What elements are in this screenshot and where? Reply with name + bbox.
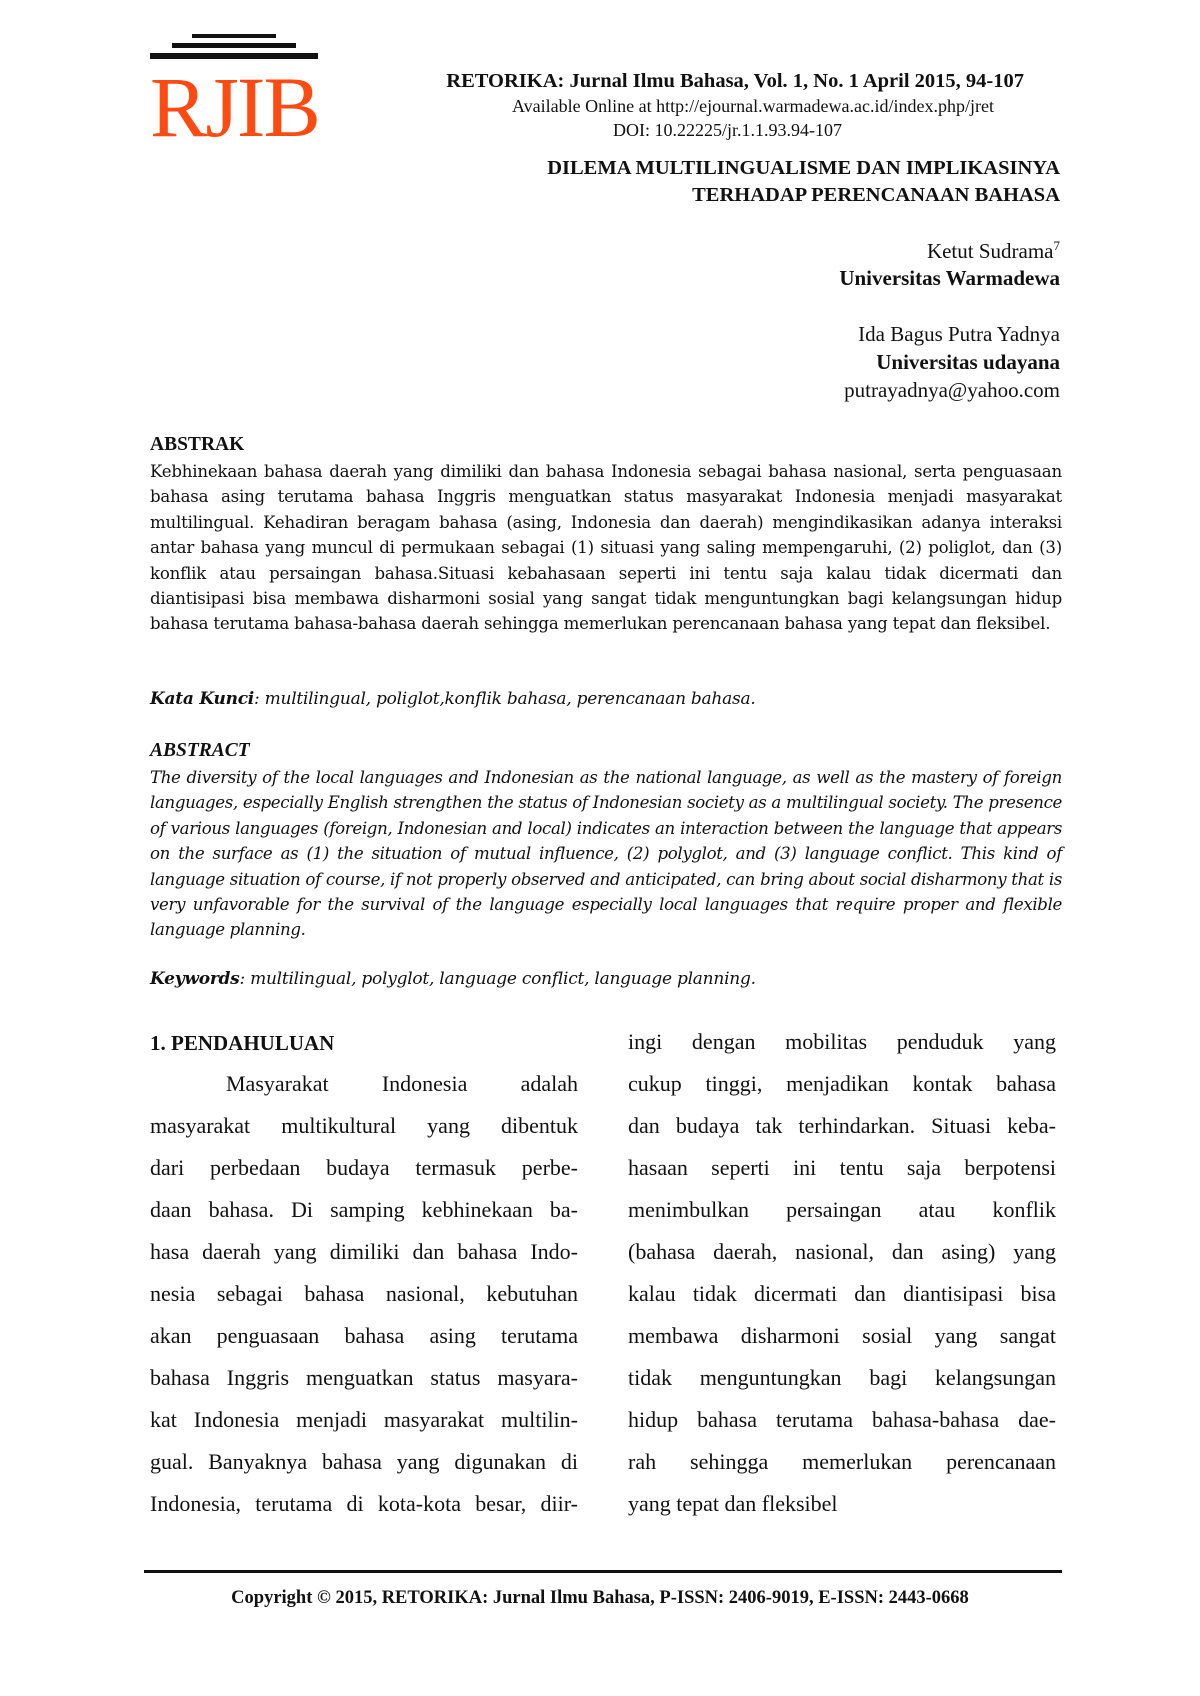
article-title-line1: DILEMA MULTILINGUALISME DAN IMPLIKASINYA (547, 157, 1060, 179)
body-line: hasa daerah yang dimiliki dan bahasa Indo- (150, 1239, 578, 1264)
body-line: ingi dengan mobilitas penduduk yang (628, 1029, 1056, 1054)
abstrak-keywords-text: : multilingual, poliglot,konflik bahasa, perencanaan bahasa. (254, 689, 756, 709)
body-line: menimbulkan persaingan atau konflik (628, 1197, 1056, 1222)
section-heading: 1. PENDAHULUAN (150, 1031, 335, 1055)
body-line: cukup tinggi, menjadikan kontak bahasa (628, 1071, 1056, 1096)
body-line: nesia sebagai bahasa nasional, kebutuhan (150, 1281, 578, 1306)
journal-doi: DOI: 10.22225/jr.1.1.93.94-107 (613, 120, 842, 140)
body-line: kalau tidak dicermati dan diantisipasi bisa (628, 1281, 1056, 1306)
body-line: tidak menguntungkan bagi kelangsungan (628, 1365, 1056, 1390)
body-line: hasaan seperti ini tentu saja berpotensi (628, 1155, 1056, 1180)
body-line: masyarakat multikultural yang dibentuk (150, 1113, 578, 1138)
journal-citation: RETORIKA: Jurnal Ilmu Bahasa, Vol. 1, No. 1 April 2015, 94-107 (446, 70, 1024, 92)
author-1-name: Ketut Sudrama$^7$ (926, 238, 1060, 263)
body-line: yang tepat dan fleksibel (628, 1491, 838, 1516)
body-line: (bahasa daerah, nasional, dan asing) yang (628, 1239, 1056, 1264)
body-line: hidup bahasa terutama bahasa-bahasa dae- (628, 1407, 1056, 1432)
author-2-affiliation: Universitas udayana (876, 350, 1060, 374)
body-line: rah sehingga memerlukan perencanaan (628, 1449, 1056, 1474)
author-2-email[interactable]: putrayadnya@yahoo.com (844, 378, 1060, 402)
abstrak-text: Kebhinekaan bahasa daerah yang dimiliki dan bahasa Indonesia sebagai bahasa nasional, serta penguasaan bahasa asing terutama bahasa Inggris menguatkan status masyarakat Indonesia menjadi masyarakat multilingual. Kehadiran beragam bahasa (asing, Indonesia dan daerah) mengindikasikan adanya interaksi antar bahasa yang muncul di permukaan sebagai (1) situasi yang saling mempengaruhi, (2) poliglot, dan (3) konflik atau persaingan bahasa.Situasi kebahasaan seperti ini tentu saja kalau tidak dicermati dan diantisipasi bisa membawa disharmoni sosial yang sangat tidak menguntungkan bagi kelangsungan hidup bahasa terutama bahasa-bahasa daerah sehingga memerlukan perencanaan bahasa yang tepat dan fleksibel. (150, 462, 1062, 634)
author-1-affiliation: Universitas Warmadewa (839, 266, 1060, 290)
body-line: bahasa Inggris menguatkan status masyara- (150, 1365, 578, 1390)
body-line: dan budaya tak terhindarkan. Situasi keba- (628, 1113, 1056, 1138)
body-line: daan bahasa. Di samping kebhinekaan ba- (150, 1197, 578, 1222)
logo-text: RJIB (150, 59, 319, 155)
footer-copyright: Copyright © 2015, RETORIKA: Jurnal Ilmu Bahasa, P-ISSN: 2406-9019, E-ISSN: 2443-0668 (231, 1588, 969, 1608)
article-title-line2: TERHADAP PERENCANAAN BAHASA (692, 184, 1060, 206)
author-1-footnote: 7 (1053, 238, 1060, 253)
logo-bar (172, 43, 296, 48)
body-line: gual. Banyaknya bahasa yang digunakan di (150, 1449, 578, 1474)
author-2-name: Ida Bagus Putra Yadnya (858, 322, 1060, 346)
body-line: dari perbedaan budaya termasuk perbe- (150, 1155, 578, 1180)
body-line: akan penguasaan bahasa asing terutama (150, 1323, 578, 1348)
abstract-keywords (150, 969, 756, 989)
abstrak-keywords (150, 689, 756, 709)
abstract-keywords-text: : multilingual, polyglot, language conflict, language planning. (239, 969, 756, 989)
abstract-text: The diversity of the local languages and Indonesian as the national language, as well as the mastery of foreign languages, especially English strengthen the status of Indonesian society as a multilingual society. The presence of various languages (foreign, Indonesian and local) indicates an interaction between the language that appears on the surface as (1) the situation of mutual influence, (2) polyglot, and (3) language conflict. This kind of language situation of course, if not properly observed and anticipated, can bring about social disharmony that is very unfavorable for the survival of the language especially local languages that require proper and flexible language planning. (150, 768, 1062, 940)
journal-logo (150, 34, 330, 155)
body-line: Indonesia, terutama di kota-kota besar, diir- (150, 1491, 578, 1516)
abstrak-keywords-label: Kata Kunci (150, 689, 255, 709)
abstrak-heading: ABSTRAK (150, 434, 245, 455)
body-line: kat Indonesia menjadi masyarakat multilin- (150, 1407, 578, 1432)
body-line: Masyarakat Indonesia adalah (226, 1071, 578, 1096)
body-line: membawa disharmoni sosial yang sangat (628, 1323, 1056, 1348)
abstract-keywords-label: Keywords (150, 969, 240, 989)
journal-url[interactable]: Available Online at http://ejournal.warmadewa.ac.id/index.php/jret (511, 96, 994, 116)
logo-bar (192, 34, 276, 38)
footer-rule (144, 1570, 1062, 1573)
abstract-heading: ABSTRACT (150, 740, 250, 761)
